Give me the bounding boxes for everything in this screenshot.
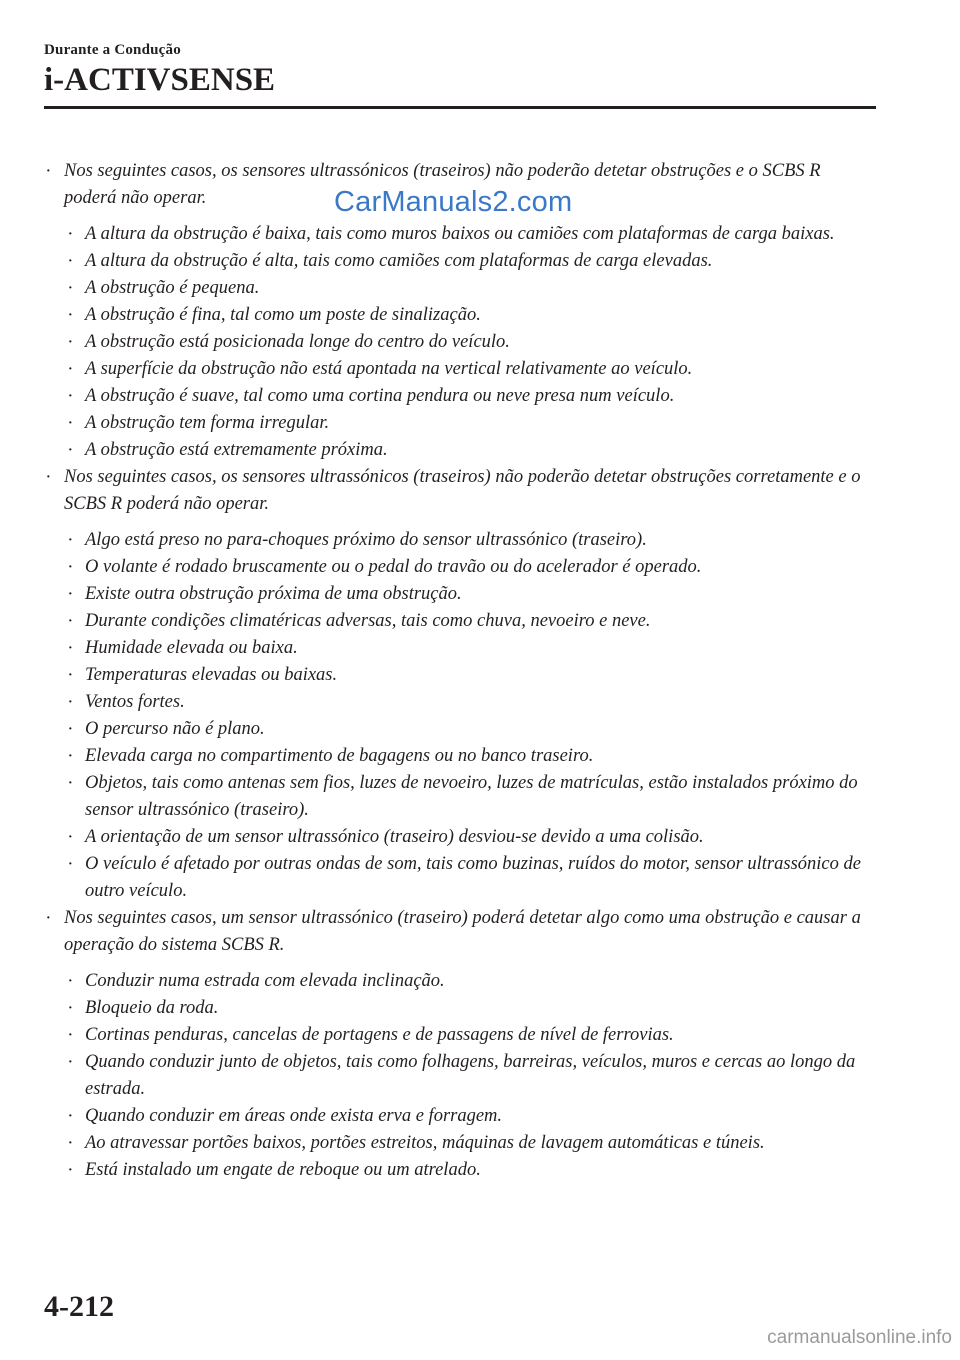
sub-bullet-text: Temperaturas elevadas ou baixas.: [85, 665, 338, 685]
sub-bullet-item: [44, 1022, 864, 1049]
sub-bullet-text: O percurso não é plano.: [85, 719, 265, 739]
sub-bullet-item: [44, 329, 864, 356]
sub-bullet-text: A obstrução está extremamente próxima.: [85, 440, 388, 460]
sub-bullet-text: A obstrução é fina, tal como um poste de sinalização.: [85, 305, 481, 325]
bullet-dot-icon: ·: [68, 1136, 73, 1151]
bullet-dot-icon: ·: [68, 1028, 73, 1043]
sub-bullet-item: [44, 1103, 864, 1130]
bullet-dot-icon: ·: [68, 857, 73, 872]
bullet-item: [44, 905, 864, 959]
sub-bullet-item: [44, 824, 864, 851]
sub-bullet-text: A obstrução é pequena.: [85, 278, 260, 298]
bullet-dot-icon: ·: [68, 974, 73, 989]
bullet-dot-icon: ·: [46, 470, 51, 485]
section-label: Durante a Condução: [44, 42, 181, 58]
bullet-dot-icon: ·: [68, 443, 73, 458]
bullet-dot-icon: ·: [68, 362, 73, 377]
bullet-dot-icon: ·: [68, 1055, 73, 1070]
content-body: [44, 158, 864, 1184]
sub-bullet-item: [44, 554, 864, 581]
bullet-dot-icon: ·: [68, 1001, 73, 1016]
sub-bullet-text: A obstrução está posicionada longe do centro do veículo.: [85, 332, 510, 352]
sub-bullet-item: [44, 770, 864, 824]
sub-bullet-item: [44, 635, 864, 662]
sub-bullet-text: Bloqueio da roda.: [85, 998, 219, 1018]
bullet-dot-icon: ·: [46, 164, 51, 179]
bullet-dot-icon: ·: [68, 281, 73, 296]
sub-bullet-item: [44, 437, 864, 464]
bullet-dot-icon: ·: [68, 254, 73, 269]
bullet-dot-icon: ·: [68, 308, 73, 323]
bullet-dot-icon: ·: [68, 668, 73, 683]
sub-bullet-item: [44, 1157, 864, 1184]
page-number: 4-212: [44, 1290, 114, 1323]
sub-bullet-text: Elevada carga no compartimento de bagagens ou no banco traseiro.: [85, 746, 594, 766]
page-header: [44, 42, 876, 109]
bullet-dot-icon: ·: [68, 695, 73, 710]
bullet-dot-icon: ·: [68, 1163, 73, 1178]
bullet-dot-icon: ·: [68, 749, 73, 764]
bullet-dot-icon: ·: [68, 776, 73, 791]
sub-bullet-item: [44, 1049, 864, 1103]
sub-bullet-text: Algo está preso no para-choques próximo do sensor ultrassónico (traseiro).: [85, 530, 647, 550]
sub-bullet-text: A altura da obstrução é alta, tais como camiões com plataformas de carga elevadas.: [85, 251, 713, 271]
bullet-text: Nos seguintes casos, um sensor ultrassónico (traseiro) poderá detetar algo como uma obstrução e causar a operação do sistema SCBS R.: [64, 908, 861, 955]
sub-bullet-text: A obstrução é suave, tal como uma cortina pendura ou neve presa num veículo.: [85, 386, 675, 406]
sub-bullet-text: Conduzir numa estrada com elevada inclinação.: [85, 971, 445, 991]
sub-bullet-item: [44, 851, 864, 905]
sub-bullet-item: [44, 302, 864, 329]
bullet-dot-icon: ·: [46, 911, 51, 926]
bullet-dot-icon: ·: [68, 614, 73, 629]
bullet-dot-icon: ·: [68, 560, 73, 575]
sub-bullet-text: O veículo é afetado por outras ondas de som, tais como buzinas, ruídos do motor, sensor ultrassónico de outro veículo.: [85, 854, 861, 901]
sub-bullet-item: [44, 608, 864, 635]
sub-bullet-item: [44, 275, 864, 302]
sub-bullet-item: [44, 662, 864, 689]
sub-bullet-text: Quando conduzir junto de objetos, tais como folhagens, barreiras, veículos, muros e cercas ao longo da estrada.: [85, 1052, 856, 1099]
bullet-dot-icon: ·: [68, 641, 73, 656]
sub-bullet-text: Quando conduzir em áreas onde exista erva e forragem.: [85, 1106, 503, 1126]
bullet-dot-icon: ·: [68, 416, 73, 431]
sub-bullet-text: Objetos, tais como antenas sem fios, luzes de nevoeiro, luzes de matrículas, estão instalados próximo do sensor ultrassónico (traseiro).: [85, 773, 858, 820]
watermark: CarManuals2.com: [334, 186, 573, 218]
sub-bullet-item: [44, 968, 864, 995]
sub-bullet-text: A obstrução tem forma irregular.: [85, 413, 330, 433]
header-rule: [44, 106, 876, 109]
sub-bullet-item: [44, 383, 864, 410]
footer-site-link[interactable]: carmanualsonline.info: [767, 1327, 952, 1348]
page-title: i-ACTIVSENSE: [44, 62, 276, 98]
sub-bullet-text: Existe outra obstrução próxima de uma obstrução.: [85, 584, 462, 604]
sub-bullet-item: [44, 248, 864, 275]
sub-bullet-item: [44, 716, 864, 743]
bullet-dot-icon: ·: [68, 830, 73, 845]
bullet-text: Nos seguintes casos, os sensores ultrassónicos (traseiros) não poderão detetar obstruções corretamente e o SCBS R poderá não operar.: [64, 467, 861, 514]
sub-bullet-item: [44, 527, 864, 554]
bullet-dot-icon: ·: [68, 389, 73, 404]
bullet-item: [44, 464, 864, 518]
bullet-dot-icon: ·: [68, 227, 73, 242]
sub-bullet-text: Ao atravessar portões baixos, portões estreitos, máquinas de lavagem automáticas e túneis.: [85, 1133, 765, 1153]
sub-bullet-item: [44, 581, 864, 608]
sub-bullet-text: A altura da obstrução é baixa, tais como muros baixos ou camiões com plataformas de carga baixas.: [85, 224, 835, 244]
bullet-dot-icon: ·: [68, 533, 73, 548]
sub-bullet-text: Está instalado um engate de reboque ou um atrelado.: [85, 1160, 481, 1180]
sub-bullet-item: [44, 221, 864, 248]
sub-bullet-text: A orientação de um sensor ultrassónico (traseiro) desviou-se devido a uma colisão.: [85, 827, 704, 847]
bullet-dot-icon: ·: [68, 335, 73, 350]
sub-bullet-text: Humidade elevada ou baixa.: [85, 638, 298, 658]
sub-bullet-item: [44, 410, 864, 437]
bullet-text: Nos seguintes casos, os sensores ultrassónicos (traseiros) não poderão detetar obstruções e o SCBS R poderá não operar.: [64, 161, 821, 208]
sub-bullet-text: Cortinas penduras, cancelas de portagens e de passagens de nível de ferrovias.: [85, 1025, 674, 1045]
bullet-dot-icon: ·: [68, 587, 73, 602]
sub-bullet-item: [44, 743, 864, 770]
sub-bullet-item: [44, 689, 864, 716]
bullet-dot-icon: ·: [68, 722, 73, 737]
sub-bullet-text: O volante é rodado bruscamente ou o pedal do travão ou do acelerador é operado.: [85, 557, 702, 577]
sub-bullet-text: A superfície da obstrução não está apontada na vertical relativamente ao veículo.: [85, 359, 693, 379]
sub-bullet-item: [44, 995, 864, 1022]
sub-bullet-text: Ventos fortes.: [85, 692, 185, 712]
sub-bullet-item: [44, 1130, 864, 1157]
sub-bullet-text: Durante condições climatéricas adversas, tais como chuva, nevoeiro e neve.: [85, 611, 651, 631]
bullet-dot-icon: ·: [68, 1109, 73, 1124]
sub-bullet-item: [44, 356, 864, 383]
